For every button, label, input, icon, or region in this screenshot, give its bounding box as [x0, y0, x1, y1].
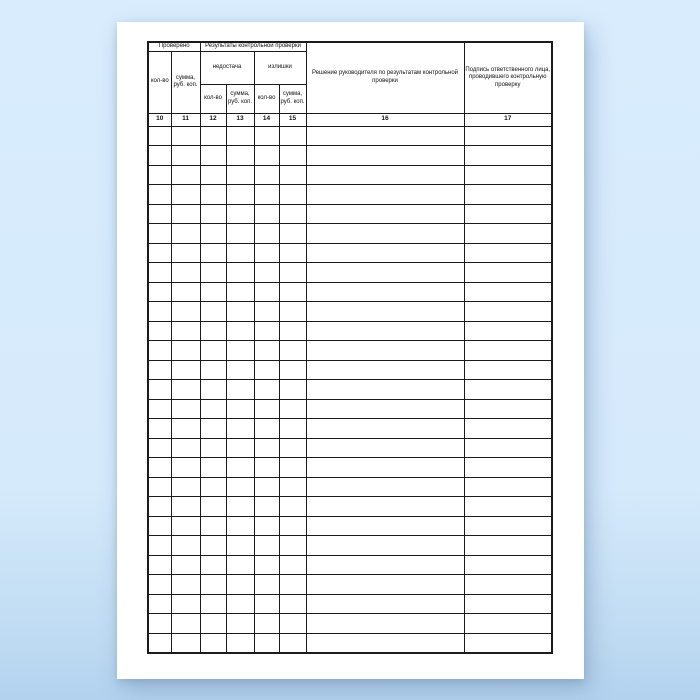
table-body [148, 126, 552, 653]
empty-cell [200, 458, 226, 478]
table-row [148, 360, 552, 380]
empty-cell [279, 516, 306, 536]
empty-cell [148, 516, 171, 536]
empty-cell [464, 185, 552, 205]
empty-cell [306, 419, 464, 439]
empty-cell [148, 614, 171, 634]
empty-cell [148, 575, 171, 595]
empty-cell [306, 633, 464, 653]
column-number: 10 [148, 113, 171, 126]
empty-cell [148, 555, 171, 575]
empty-cell [464, 555, 552, 575]
empty-cell [226, 555, 254, 575]
empty-cell [306, 360, 464, 380]
empty-cell [254, 204, 279, 224]
empty-cell [200, 126, 226, 146]
empty-cell [226, 380, 254, 400]
empty-cell [464, 614, 552, 634]
header-checked-quantity: кол-во [148, 51, 171, 113]
empty-cell [254, 614, 279, 634]
column-number: 16 [306, 113, 464, 126]
empty-cell [148, 263, 171, 283]
empty-cell [279, 399, 306, 419]
empty-cell [148, 224, 171, 244]
empty-cell [306, 341, 464, 361]
empty-cell [254, 536, 279, 556]
empty-cell [148, 399, 171, 419]
empty-cell [279, 380, 306, 400]
empty-cell [171, 263, 200, 283]
empty-cell [306, 614, 464, 634]
empty-cell [226, 575, 254, 595]
table-row [148, 536, 552, 556]
document-page [117, 22, 584, 679]
table-row [148, 321, 552, 341]
column-number: 11 [171, 113, 200, 126]
empty-cell [171, 380, 200, 400]
empty-cell [148, 594, 171, 614]
empty-cell [148, 360, 171, 380]
empty-cell [279, 263, 306, 283]
empty-cell [279, 497, 306, 517]
empty-cell [254, 458, 279, 478]
empty-cell [200, 516, 226, 536]
empty-cell [279, 555, 306, 575]
empty-cell [226, 614, 254, 634]
empty-cell [306, 263, 464, 283]
empty-cell [464, 497, 552, 517]
empty-cell [171, 146, 200, 166]
empty-cell [226, 516, 254, 536]
empty-cell [171, 438, 200, 458]
header-results-group: Результаты контрольной проверки [200, 42, 306, 51]
empty-cell [306, 380, 464, 400]
empty-cell [200, 477, 226, 497]
empty-cell [148, 146, 171, 166]
empty-cell [306, 516, 464, 536]
empty-cell [171, 633, 200, 653]
empty-cell [200, 399, 226, 419]
empty-cell [200, 594, 226, 614]
empty-cell [464, 399, 552, 419]
empty-cell [279, 536, 306, 556]
empty-cell [148, 438, 171, 458]
empty-cell [306, 302, 464, 322]
empty-cell [464, 321, 552, 341]
empty-cell [279, 419, 306, 439]
empty-cell [148, 165, 171, 185]
empty-cell [171, 516, 200, 536]
empty-cell [226, 536, 254, 556]
empty-cell [226, 477, 254, 497]
empty-cell [226, 282, 254, 302]
header-checked-sum: сумма, руб. коп. [171, 51, 200, 113]
empty-cell [279, 633, 306, 653]
empty-cell [254, 146, 279, 166]
table-row [148, 185, 552, 205]
empty-cell [226, 165, 254, 185]
table-row [148, 555, 552, 575]
empty-cell [171, 302, 200, 322]
empty-cell [200, 321, 226, 341]
empty-cell [148, 497, 171, 517]
empty-cell [200, 185, 226, 205]
empty-cell [464, 536, 552, 556]
empty-cell [254, 243, 279, 263]
empty-cell [200, 263, 226, 283]
empty-cell [200, 360, 226, 380]
empty-cell [279, 438, 306, 458]
empty-cell [148, 126, 171, 146]
empty-cell [279, 614, 306, 634]
empty-cell [279, 302, 306, 322]
empty-cell [254, 321, 279, 341]
empty-cell [226, 633, 254, 653]
empty-cell [254, 165, 279, 185]
header-signature-column: Подпись ответственного лица, проводившего контрольную проверку [464, 42, 552, 113]
empty-cell [464, 438, 552, 458]
table-row [148, 126, 552, 146]
empty-cell [464, 341, 552, 361]
empty-cell [306, 594, 464, 614]
empty-cell [148, 419, 171, 439]
empty-cell [200, 419, 226, 439]
table-row [148, 516, 552, 536]
empty-cell [464, 360, 552, 380]
table-row [148, 243, 552, 263]
empty-cell [464, 224, 552, 244]
table-row [148, 575, 552, 595]
empty-cell [254, 282, 279, 302]
empty-cell [148, 633, 171, 653]
header-surplus-group: излишки [254, 51, 306, 84]
empty-cell [200, 302, 226, 322]
empty-cell [171, 536, 200, 556]
column-number: 14 [254, 113, 279, 126]
table-row [148, 204, 552, 224]
empty-cell [464, 575, 552, 595]
table-row [148, 477, 552, 497]
header-surplus-quantity: кол-во [254, 84, 279, 113]
empty-cell [200, 575, 226, 595]
table-row [148, 458, 552, 478]
table-row [148, 614, 552, 634]
table-row [148, 380, 552, 400]
header-shortage-group: недостача [200, 51, 254, 84]
empty-cell [226, 360, 254, 380]
empty-cell [200, 341, 226, 361]
empty-cell [464, 204, 552, 224]
column-number: 15 [279, 113, 306, 126]
empty-cell [171, 477, 200, 497]
empty-cell [279, 146, 306, 166]
control-check-form-table [147, 41, 553, 654]
empty-cell [171, 185, 200, 205]
empty-cell [279, 282, 306, 302]
empty-cell [254, 380, 279, 400]
empty-cell [306, 575, 464, 595]
empty-cell [148, 536, 171, 556]
empty-cell [200, 204, 226, 224]
empty-cell [254, 497, 279, 517]
empty-cell [226, 263, 254, 283]
table-row [148, 594, 552, 614]
empty-cell [226, 341, 254, 361]
empty-cell [200, 633, 226, 653]
column-numbers-row [148, 113, 552, 126]
empty-cell [464, 516, 552, 536]
empty-cell [226, 458, 254, 478]
empty-cell [226, 146, 254, 166]
empty-cell [464, 263, 552, 283]
empty-cell [306, 477, 464, 497]
empty-cell [254, 360, 279, 380]
empty-cell [200, 614, 226, 634]
empty-cell [226, 594, 254, 614]
empty-cell [464, 458, 552, 478]
empty-cell [171, 419, 200, 439]
header-surplus-sum: сумма, руб. коп. [279, 84, 306, 113]
empty-cell [254, 224, 279, 244]
empty-cell [171, 575, 200, 595]
empty-cell [148, 477, 171, 497]
empty-cell [148, 321, 171, 341]
empty-cell [254, 575, 279, 595]
empty-cell [306, 204, 464, 224]
empty-cell [306, 146, 464, 166]
empty-cell [148, 458, 171, 478]
empty-cell [200, 380, 226, 400]
empty-cell [148, 282, 171, 302]
empty-cell [306, 243, 464, 263]
empty-cell [306, 185, 464, 205]
header-shortage-quantity: кол-во [200, 84, 226, 113]
empty-cell [306, 321, 464, 341]
empty-cell [279, 594, 306, 614]
empty-cell [148, 204, 171, 224]
empty-cell [226, 419, 254, 439]
empty-cell [226, 321, 254, 341]
empty-cell [226, 497, 254, 517]
empty-cell [254, 399, 279, 419]
empty-cell [200, 536, 226, 556]
empty-cell [226, 399, 254, 419]
header-checked-group: Проверено [148, 42, 200, 51]
empty-cell [279, 165, 306, 185]
empty-cell [464, 419, 552, 439]
empty-cell [464, 380, 552, 400]
table-row [148, 224, 552, 244]
empty-cell [279, 477, 306, 497]
column-number: 13 [226, 113, 254, 126]
column-number: 12 [200, 113, 226, 126]
column-number: 17 [464, 113, 552, 126]
empty-cell [226, 185, 254, 205]
empty-cell [200, 438, 226, 458]
empty-cell [200, 146, 226, 166]
empty-cell [200, 165, 226, 185]
empty-cell [464, 282, 552, 302]
empty-cell [464, 477, 552, 497]
empty-cell [254, 438, 279, 458]
empty-cell [464, 594, 552, 614]
table-row [148, 263, 552, 283]
empty-cell [171, 555, 200, 575]
empty-cell [464, 165, 552, 185]
empty-cell [254, 126, 279, 146]
empty-cell [171, 165, 200, 185]
empty-cell [279, 224, 306, 244]
empty-cell [200, 243, 226, 263]
empty-cell [171, 360, 200, 380]
empty-cell [306, 536, 464, 556]
empty-cell [254, 633, 279, 653]
empty-cell [279, 341, 306, 361]
table-row [148, 146, 552, 166]
empty-cell [254, 419, 279, 439]
table-row [148, 399, 552, 419]
empty-cell [200, 497, 226, 517]
empty-cell [171, 204, 200, 224]
empty-cell [254, 263, 279, 283]
empty-cell [226, 438, 254, 458]
empty-cell [464, 633, 552, 653]
empty-cell [306, 126, 464, 146]
empty-cell [279, 126, 306, 146]
table-row [148, 633, 552, 653]
empty-cell [464, 243, 552, 263]
table-row [148, 341, 552, 361]
empty-cell [171, 458, 200, 478]
empty-cell [464, 126, 552, 146]
table-row [148, 419, 552, 439]
empty-cell [254, 594, 279, 614]
empty-cell [200, 224, 226, 244]
table-row [148, 438, 552, 458]
empty-cell [200, 555, 226, 575]
empty-cell [279, 185, 306, 205]
empty-cell [279, 360, 306, 380]
empty-cell [254, 185, 279, 205]
empty-cell [171, 243, 200, 263]
empty-cell [254, 341, 279, 361]
empty-cell [226, 204, 254, 224]
empty-cell [306, 282, 464, 302]
empty-cell [464, 302, 552, 322]
empty-cell [279, 575, 306, 595]
empty-cell [306, 458, 464, 478]
empty-cell [279, 321, 306, 341]
table-row [148, 302, 552, 322]
empty-cell [279, 243, 306, 263]
empty-cell [306, 224, 464, 244]
empty-cell [171, 614, 200, 634]
empty-cell [306, 165, 464, 185]
empty-cell [306, 497, 464, 517]
empty-cell [226, 224, 254, 244]
table-header [148, 42, 552, 126]
table-row [148, 282, 552, 302]
empty-cell [279, 204, 306, 224]
empty-cell [306, 438, 464, 458]
empty-cell [279, 458, 306, 478]
empty-cell [171, 282, 200, 302]
empty-cell [171, 321, 200, 341]
empty-cell [171, 497, 200, 517]
empty-cell [171, 126, 200, 146]
empty-cell [148, 243, 171, 263]
empty-cell [226, 126, 254, 146]
empty-cell [306, 399, 464, 419]
header-decision-column: Решение руководителя по результатам контрольной проверки [306, 42, 464, 113]
empty-cell [200, 282, 226, 302]
empty-cell [148, 185, 171, 205]
empty-cell [226, 243, 254, 263]
empty-cell [171, 399, 200, 419]
empty-cell [148, 380, 171, 400]
empty-cell [171, 224, 200, 244]
empty-cell [171, 594, 200, 614]
empty-cell [254, 477, 279, 497]
empty-cell [226, 302, 254, 322]
empty-cell [171, 341, 200, 361]
empty-cell [254, 555, 279, 575]
header-shortage-sum: сумма, руб. коп. [226, 84, 254, 113]
empty-cell [148, 302, 171, 322]
empty-cell [464, 146, 552, 166]
table-row [148, 497, 552, 517]
table-row [148, 165, 552, 185]
empty-cell [254, 516, 279, 536]
empty-cell [306, 555, 464, 575]
empty-cell [254, 302, 279, 322]
empty-cell [148, 341, 171, 361]
